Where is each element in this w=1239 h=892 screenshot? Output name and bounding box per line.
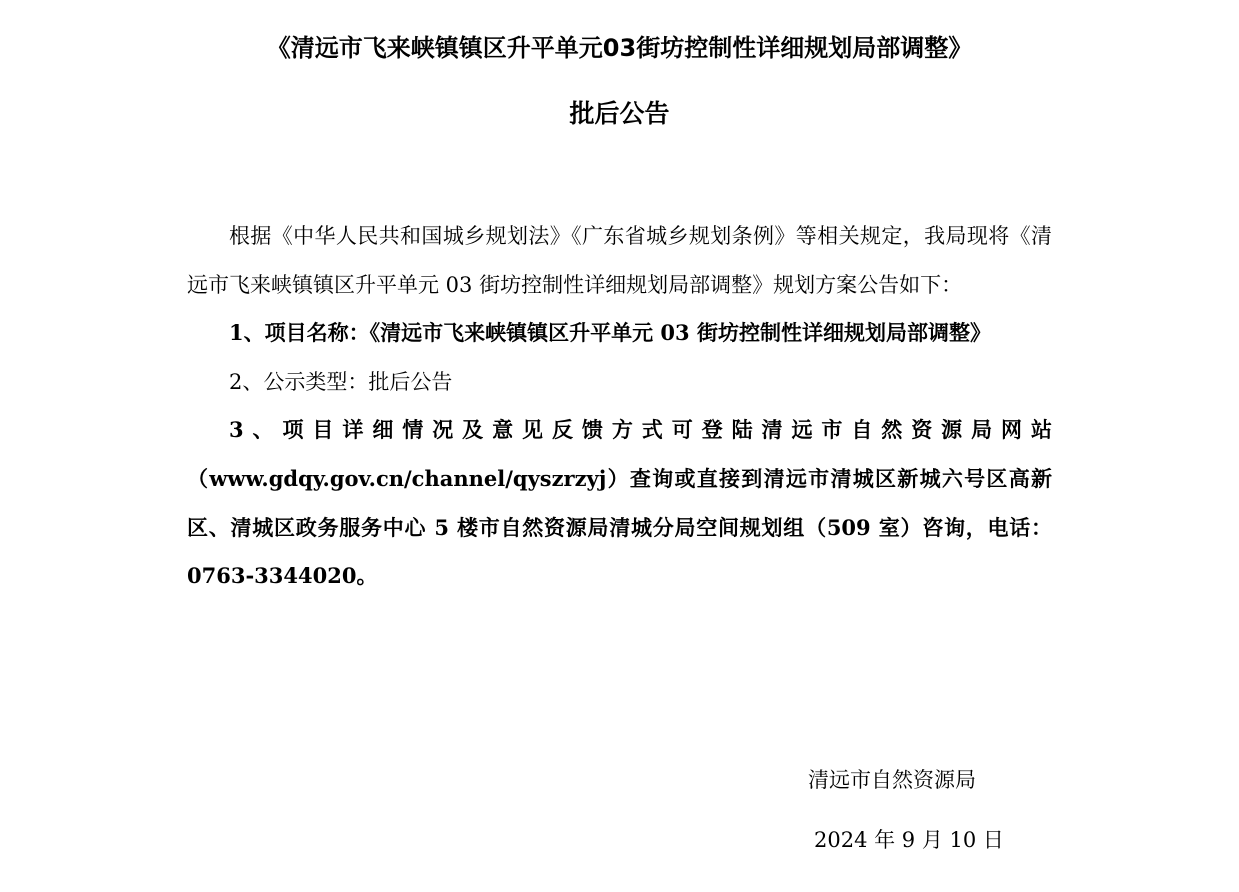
item-project-name: 1、项目名称：《清远市飞来峡镇镇区升平单元 03 街坊控制性详细规划局部调整》 xyxy=(229,320,991,346)
issuer-signature: 清远市自然资源局 xyxy=(808,768,976,792)
document-title: 《清远市飞来峡镇镇区升平单元03街坊控制性详细规划局部调整》 xyxy=(266,34,973,62)
document-subtitle: 批后公告 xyxy=(569,99,670,128)
intro-paragraph: 根据《中华人民共和国城乡规划法》《广东省城乡规划条例》等相关规定，我局现将《清远市飞来峡镇镇区升平单元 03 街坊控制性详细规划局部调整》规划方案公告如下： xyxy=(187,224,1052,297)
document-body xyxy=(187,212,1052,601)
issue-date: 2024 年 9 月 10 日 xyxy=(814,828,1004,852)
item-notice-type: 2、公示类型：批后公告 xyxy=(229,369,453,394)
item-details-feedback: 3、项目详细情况及意见反馈方式可登陆清远市自然资源局网站（www.gdqy.gov.cn/channel/qyszrzyj）查询或直接到清远市清城区新城六号区高新区、清城区政务服务中心 5 楼市自然资源局清城分局空间规划组（509 室）咨询，电话：0763-3344020。 xyxy=(187,417,1052,589)
